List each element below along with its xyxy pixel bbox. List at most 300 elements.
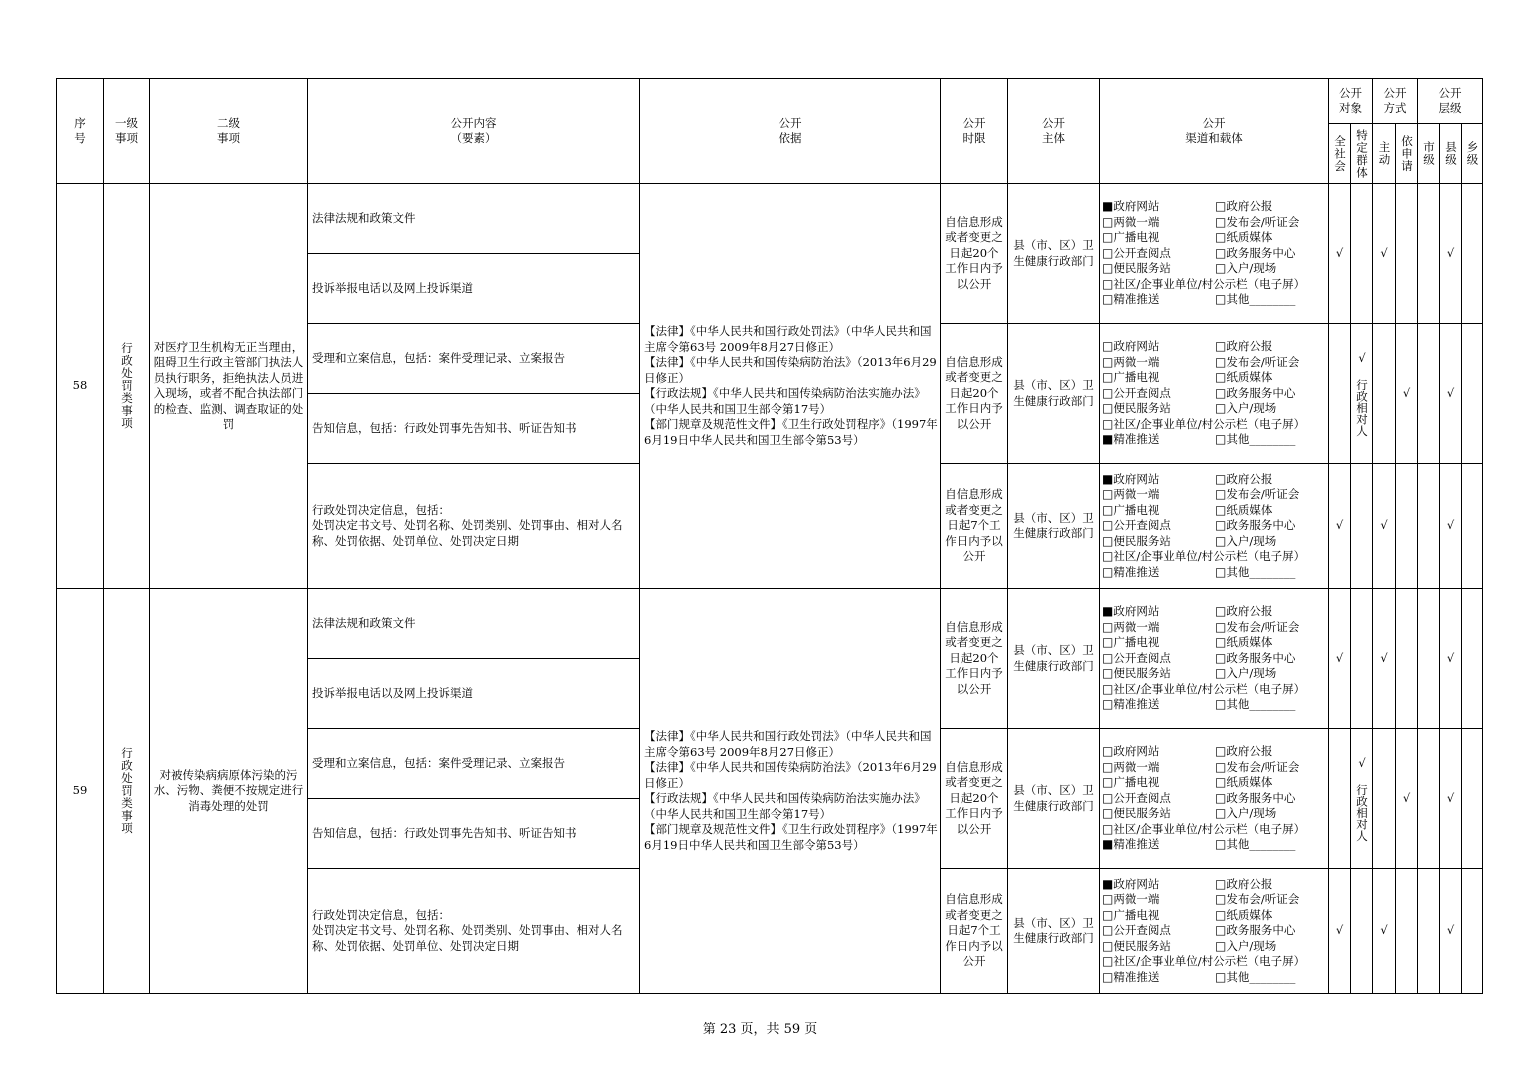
disclosure-table bbox=[56, 78, 1483, 994]
channel-option bbox=[1215, 806, 1276, 822]
checkbox-icon: □ bbox=[1215, 759, 1227, 774]
basis-cell bbox=[640, 184, 941, 589]
channel-option bbox=[1102, 215, 1215, 231]
basis-tag: 【部门规章及规范性文件】 bbox=[644, 417, 782, 431]
content-cell: 受理和立案信息，包括：案件受理记录、立案报告 bbox=[308, 729, 640, 799]
checkbox-icon: □ bbox=[1215, 806, 1227, 821]
basis-cell bbox=[640, 589, 941, 994]
channel-option bbox=[1215, 339, 1272, 355]
channel-option bbox=[1215, 923, 1295, 939]
basis-tag: 【部门规章及规范性文件】 bbox=[644, 822, 782, 836]
basis-entry bbox=[644, 355, 938, 386]
channel-option bbox=[1215, 791, 1295, 807]
mark-active: √ bbox=[1380, 245, 1388, 260]
channel-option-push bbox=[1102, 292, 1215, 308]
channel-row bbox=[1102, 651, 1326, 667]
checkbox-icon: □ bbox=[1102, 549, 1114, 564]
channel-option-community bbox=[1102, 682, 1326, 698]
channel-option bbox=[1215, 487, 1299, 503]
channel-label: 政务服务中心 bbox=[1226, 518, 1296, 533]
channel-option bbox=[1102, 246, 1215, 262]
channel-label: 便民服务站 bbox=[1113, 401, 1171, 416]
mark-county: √ bbox=[1446, 518, 1455, 533]
channel-label: 政府网站 bbox=[1113, 339, 1160, 354]
content-cell: 告知信息，包括：行政处罚事先告知书、听证告知书 bbox=[308, 394, 640, 464]
publish-subject: 县（市、区）卫生健康行政部门 bbox=[1013, 238, 1094, 268]
channel-label: 发布会/听证会 bbox=[1226, 892, 1300, 907]
channel-option bbox=[1102, 635, 1215, 651]
time-limit: 自信息形成或者变更之日起20个工作日内予以公开 bbox=[945, 354, 1003, 431]
channel-label: 便民服务站 bbox=[1113, 806, 1171, 821]
channel-option bbox=[1215, 892, 1299, 908]
header-level: 公开 层级 bbox=[1418, 79, 1483, 124]
checkbox-icon: □ bbox=[1102, 923, 1114, 938]
basis-tag: 【法律】 bbox=[644, 760, 690, 774]
channel-label: 社区/企事业单位/村公示栏（电子屏） bbox=[1113, 416, 1306, 431]
channel-option bbox=[1215, 604, 1272, 620]
channel-row bbox=[1102, 487, 1326, 503]
channel-row bbox=[1102, 534, 1326, 550]
checkbox-icon: □ bbox=[1102, 821, 1114, 836]
header-method-request: 依申请 bbox=[1400, 134, 1414, 173]
checkbox-icon: □ bbox=[1215, 199, 1227, 214]
channel-label: 社区/企事业单位/村公示栏（电子屏） bbox=[1113, 954, 1306, 969]
checkbox-icon: □ bbox=[1102, 401, 1114, 416]
channel-row bbox=[1102, 908, 1326, 924]
checkbox-icon: □ bbox=[1215, 775, 1227, 790]
channel-option-community bbox=[1102, 822, 1326, 838]
checkbox-icon: □ bbox=[1215, 385, 1227, 400]
channel-option bbox=[1102, 472, 1215, 488]
header-method: 公开 方式 bbox=[1373, 79, 1418, 124]
channel-label: 公开查阅点 bbox=[1113, 650, 1171, 665]
channel-label: 政府公报 bbox=[1226, 604, 1273, 619]
basis-text: 《中华人民共和国传染病防治法实施办法》（中华人民共和国卫生部令第17号） bbox=[644, 386, 926, 416]
channel-option bbox=[1215, 401, 1276, 417]
channel-option bbox=[1102, 877, 1215, 893]
channel-label: 其他 bbox=[1226, 432, 1250, 447]
time-limit: 自信息形成或者变更之日起7个工作日内予以公开 bbox=[945, 892, 1003, 969]
channel-label: 入户/现场 bbox=[1226, 938, 1277, 953]
channel-cell bbox=[1100, 184, 1329, 324]
channel-label: 便民服务站 bbox=[1113, 666, 1171, 681]
channel-option-other bbox=[1215, 837, 1295, 853]
checkbox-icon: □ bbox=[1102, 666, 1114, 681]
header-target-specific: 特定群体 bbox=[1355, 128, 1369, 179]
mark-active: √ bbox=[1380, 518, 1388, 533]
channel-label: 其他 bbox=[1226, 292, 1250, 307]
checkbox-icon: □ bbox=[1215, 744, 1227, 759]
channel-option-push bbox=[1102, 970, 1215, 986]
checkbox-icon: □ bbox=[1215, 533, 1227, 548]
channel-option bbox=[1215, 230, 1272, 246]
channel-row bbox=[1102, 339, 1326, 355]
basis-text: 《中华人民共和国传染病防治法》（2013年6月29日修正） bbox=[644, 355, 937, 385]
channel-label: 发布会/听证会 bbox=[1226, 759, 1300, 774]
checkbox-icon: □ bbox=[1102, 969, 1114, 984]
basis-text: 《卫生行政处罚程序》（1997年6月19日中华人民共和国卫生部令第53号） bbox=[644, 822, 938, 852]
basis-tag: 【行政法规】 bbox=[644, 791, 713, 805]
channel-cell bbox=[1100, 464, 1329, 589]
channel-label: 纸质媒体 bbox=[1226, 230, 1273, 245]
channel-label: 纸质媒体 bbox=[1226, 502, 1273, 517]
channel-label: 政府网站 bbox=[1113, 876, 1160, 891]
checkbox-icon: □ bbox=[1102, 697, 1114, 712]
channel-label: 入户/现场 bbox=[1226, 261, 1277, 276]
channel-option bbox=[1215, 666, 1276, 682]
checkbox-icon: ■ bbox=[1102, 837, 1114, 852]
channel-label: 公开查阅点 bbox=[1113, 518, 1171, 533]
checkbox-icon: □ bbox=[1215, 401, 1227, 416]
channel-row bbox=[1102, 503, 1326, 519]
time-limit: 自信息形成或者变更之日起7个工作日内予以公开 bbox=[945, 487, 1003, 564]
channel-option-push bbox=[1102, 565, 1215, 581]
header-method-active: 主动 bbox=[1377, 141, 1392, 166]
checkbox-icon: □ bbox=[1102, 370, 1114, 385]
channel-label: 发布会/听证会 bbox=[1226, 487, 1300, 502]
checkbox-icon: □ bbox=[1102, 619, 1114, 634]
checkbox-icon: □ bbox=[1215, 370, 1227, 385]
basis-entry bbox=[644, 386, 938, 417]
channel-label: 政府公报 bbox=[1226, 471, 1273, 486]
channel-row bbox=[1102, 620, 1326, 636]
header-level1: 一级 事项 bbox=[104, 79, 150, 184]
channel-label: 政务服务中心 bbox=[1226, 923, 1296, 938]
item-level2: 对医疗卫生机构无正当理由，阻碍卫生行政主管部门执法人员执行职务，拒绝执法人员进入现场，或者不配合执法部门的检查、监测、调查取证的处罚 bbox=[153, 339, 304, 431]
item-level1: 行政处罚类事项 bbox=[120, 342, 134, 430]
channel-option bbox=[1215, 370, 1272, 386]
table-row bbox=[57, 184, 1483, 254]
basis-entry bbox=[644, 417, 938, 448]
item-seq: 58 bbox=[57, 184, 104, 589]
mark-request: √ bbox=[1402, 790, 1411, 805]
channel-label: 政府网站 bbox=[1113, 604, 1160, 619]
channel-label: 公开查阅点 bbox=[1113, 923, 1171, 938]
channel-cell bbox=[1100, 869, 1329, 994]
basis-tag: 【法律】 bbox=[644, 355, 690, 369]
channel-option bbox=[1102, 651, 1215, 667]
checkbox-icon: ■ bbox=[1102, 876, 1114, 891]
channel-label: 两微一端 bbox=[1113, 759, 1160, 774]
mark-active: √ bbox=[1380, 650, 1388, 665]
checkbox-icon: □ bbox=[1215, 666, 1227, 681]
checkbox-icon: □ bbox=[1215, 650, 1227, 665]
checkbox-icon: □ bbox=[1102, 759, 1114, 774]
channel-option bbox=[1215, 775, 1272, 791]
channel-label: 广播电视 bbox=[1113, 775, 1160, 790]
channel-cell bbox=[1100, 729, 1329, 869]
channel-label: 政府网站 bbox=[1113, 744, 1160, 759]
publish-subject: 县（市、区）卫生健康行政部门 bbox=[1013, 643, 1094, 673]
checkbox-icon: □ bbox=[1215, 635, 1227, 650]
channel-option-community bbox=[1102, 954, 1326, 970]
checkbox-icon: □ bbox=[1102, 354, 1114, 369]
checkbox-icon: □ bbox=[1102, 276, 1114, 291]
channel-label: 纸质媒体 bbox=[1226, 370, 1273, 385]
channel-option bbox=[1102, 503, 1215, 519]
checkbox-icon: □ bbox=[1102, 533, 1114, 548]
basis-tag: 【行政法规】 bbox=[644, 386, 713, 400]
channel-row bbox=[1102, 775, 1326, 791]
header-basis: 公开 依据 bbox=[640, 79, 941, 184]
mark-specific: √ 行政相对人 bbox=[1355, 350, 1369, 437]
publish-subject: 县（市、区）卫生健康行政部门 bbox=[1013, 783, 1094, 813]
checkbox-icon: □ bbox=[1102, 744, 1114, 759]
table-row bbox=[57, 589, 1483, 659]
checkbox-icon: □ bbox=[1215, 837, 1227, 852]
channel-row bbox=[1102, 386, 1326, 402]
channel-label: 社区/企事业单位/村公示栏（电子屏） bbox=[1113, 276, 1306, 291]
channel-row bbox=[1102, 604, 1326, 620]
channel-option bbox=[1102, 923, 1215, 939]
channel-option bbox=[1102, 230, 1215, 246]
channel-option bbox=[1215, 503, 1272, 519]
checkbox-icon: □ bbox=[1215, 790, 1227, 805]
header-content: 公开内容 （要素） bbox=[308, 79, 640, 184]
blank-line: ________ bbox=[1249, 969, 1296, 984]
mark-county: √ bbox=[1446, 923, 1455, 938]
channel-option bbox=[1102, 261, 1215, 277]
content-cell: 受理和立案信息，包括：案件受理记录、立案报告 bbox=[308, 324, 640, 394]
channel-row bbox=[1102, 744, 1326, 760]
header-channel: 公开 渠道和载体 bbox=[1100, 79, 1329, 184]
header-seq: 序 号 bbox=[57, 79, 104, 184]
channel-label: 公开查阅点 bbox=[1113, 385, 1171, 400]
header-level-city: 市级 bbox=[1422, 141, 1436, 166]
channel-option bbox=[1102, 604, 1215, 620]
channel-row bbox=[1102, 806, 1326, 822]
channel-row bbox=[1102, 877, 1326, 893]
content-cell: 投诉举报电话以及网上投诉渠道 bbox=[308, 254, 640, 324]
channel-label: 政府公报 bbox=[1226, 339, 1273, 354]
channel-label: 精准推送 bbox=[1113, 564, 1160, 579]
checkbox-icon: □ bbox=[1102, 385, 1114, 400]
checkbox-icon: □ bbox=[1102, 487, 1114, 502]
channel-option bbox=[1102, 744, 1215, 760]
checkbox-icon: □ bbox=[1102, 292, 1114, 307]
header-target: 公开 对象 bbox=[1329, 79, 1373, 124]
checkbox-icon: □ bbox=[1102, 938, 1114, 953]
checkbox-icon: □ bbox=[1102, 806, 1114, 821]
channel-row bbox=[1102, 923, 1326, 939]
checkbox-icon: □ bbox=[1102, 892, 1114, 907]
channel-option bbox=[1215, 760, 1299, 776]
channel-row bbox=[1102, 760, 1326, 776]
mark-all: √ bbox=[1335, 923, 1344, 938]
basis-entry bbox=[644, 324, 938, 355]
channel-option bbox=[1102, 939, 1215, 955]
channel-option bbox=[1215, 877, 1272, 893]
checkbox-icon: □ bbox=[1102, 416, 1114, 431]
blank-line: ________ bbox=[1249, 292, 1296, 307]
checkbox-icon: □ bbox=[1102, 650, 1114, 665]
channel-row bbox=[1102, 370, 1326, 386]
channel-label: 公开查阅点 bbox=[1113, 245, 1171, 260]
checkbox-icon: ■ bbox=[1102, 432, 1114, 447]
checkbox-icon: □ bbox=[1102, 681, 1114, 696]
channel-row bbox=[1102, 230, 1326, 246]
channel-cell bbox=[1100, 324, 1329, 464]
channel-row bbox=[1102, 970, 1326, 986]
mark-county: √ bbox=[1446, 790, 1455, 805]
time-limit: 自信息形成或者变更之日起20个工作日内予以公开 bbox=[945, 619, 1003, 696]
channel-row bbox=[1102, 635, 1326, 651]
channel-label: 便民服务站 bbox=[1113, 938, 1171, 953]
channel-label: 精准推送 bbox=[1113, 697, 1160, 712]
channel-label: 精准推送 bbox=[1113, 432, 1160, 447]
content-cell: 行政处罚决定信息，包括： 处罚决定书文号、处罚名称、处罚类别、处罚事由、相对人名称、处罚依据、处罚单位、处罚决定日期 bbox=[308, 464, 640, 589]
checkbox-icon: □ bbox=[1215, 487, 1227, 502]
channel-option-push bbox=[1102, 697, 1215, 713]
channel-label: 其他 bbox=[1226, 837, 1250, 852]
channel-label: 纸质媒体 bbox=[1226, 907, 1273, 922]
channel-row bbox=[1102, 939, 1326, 955]
channel-option bbox=[1215, 386, 1295, 402]
channel-option bbox=[1215, 534, 1276, 550]
channel-option bbox=[1102, 386, 1215, 402]
channel-option bbox=[1102, 908, 1215, 924]
channel-label: 纸质媒体 bbox=[1226, 775, 1273, 790]
channel-option-other bbox=[1215, 565, 1295, 581]
channel-row bbox=[1102, 261, 1326, 277]
checkbox-icon: ■ bbox=[1102, 471, 1114, 486]
content-cell: 行政处罚决定信息，包括： 处罚决定书文号、处罚名称、处罚类别、处罚事由、相对人名称、处罚依据、处罚单位、处罚决定日期 bbox=[308, 869, 640, 994]
channel-label: 公开查阅点 bbox=[1113, 790, 1171, 805]
header-subject: 公开 主体 bbox=[1008, 79, 1100, 184]
channel-row bbox=[1102, 246, 1326, 262]
channel-label: 广播电视 bbox=[1113, 370, 1160, 385]
channel-option bbox=[1102, 775, 1215, 791]
mark-active: √ bbox=[1380, 923, 1388, 938]
channel-option bbox=[1102, 370, 1215, 386]
channel-row bbox=[1102, 666, 1326, 682]
channel-option-other bbox=[1215, 697, 1295, 713]
basis-text: 《中华人民共和国传染病防治法实施办法》（中华人民共和国卫生部令第17号） bbox=[644, 791, 926, 821]
channel-label: 社区/企事业单位/村公示栏（电子屏） bbox=[1113, 549, 1306, 564]
checkbox-icon: □ bbox=[1215, 292, 1227, 307]
channel-label: 广播电视 bbox=[1113, 907, 1160, 922]
channel-label: 精准推送 bbox=[1113, 969, 1160, 984]
checkbox-icon: □ bbox=[1215, 518, 1227, 533]
channel-row bbox=[1102, 292, 1326, 308]
checkbox-icon: □ bbox=[1215, 892, 1227, 907]
checkbox-icon: □ bbox=[1102, 775, 1114, 790]
channel-label: 两微一端 bbox=[1113, 487, 1160, 502]
channel-option-other bbox=[1215, 432, 1295, 448]
item-level1: 行政处罚类事项 bbox=[120, 747, 134, 835]
channel-row bbox=[1102, 518, 1326, 534]
blank-line: ________ bbox=[1249, 837, 1296, 852]
channel-label: 政务服务中心 bbox=[1226, 245, 1296, 260]
channel-option bbox=[1102, 791, 1215, 807]
checkbox-icon: □ bbox=[1102, 261, 1114, 276]
channel-label: 政务服务中心 bbox=[1226, 385, 1296, 400]
channel-option bbox=[1102, 339, 1215, 355]
header-level-county: 县级 bbox=[1444, 141, 1458, 166]
channel-row bbox=[1102, 432, 1326, 448]
channel-option bbox=[1102, 620, 1215, 636]
channel-option-push bbox=[1102, 837, 1215, 853]
blank-line: ________ bbox=[1249, 432, 1296, 447]
channel-option bbox=[1102, 760, 1215, 776]
channel-option bbox=[1102, 199, 1215, 215]
channel-label: 发布会/听证会 bbox=[1226, 354, 1300, 369]
channel-row bbox=[1102, 791, 1326, 807]
publish-subject: 县（市、区）卫生健康行政部门 bbox=[1013, 510, 1094, 540]
channel-option bbox=[1215, 199, 1272, 215]
channel-label: 精准推送 bbox=[1113, 837, 1160, 852]
channel-option bbox=[1215, 651, 1295, 667]
channel-label: 入户/现场 bbox=[1226, 806, 1277, 821]
channel-option-push bbox=[1102, 432, 1215, 448]
channel-row bbox=[1102, 199, 1326, 215]
channel-label: 两微一端 bbox=[1113, 619, 1160, 634]
basis-entry bbox=[644, 729, 938, 760]
checkbox-icon: □ bbox=[1102, 954, 1114, 969]
mark-all: √ bbox=[1335, 245, 1344, 260]
channel-option bbox=[1102, 892, 1215, 908]
channel-option bbox=[1215, 518, 1295, 534]
checkbox-icon: □ bbox=[1215, 354, 1227, 369]
channel-option bbox=[1102, 355, 1215, 371]
channel-label: 政府网站 bbox=[1113, 471, 1160, 486]
checkbox-icon: □ bbox=[1215, 564, 1227, 579]
checkbox-icon: □ bbox=[1102, 214, 1114, 229]
channel-label: 其他 bbox=[1226, 969, 1250, 984]
channel-label: 两微一端 bbox=[1113, 214, 1160, 229]
mark-county: √ bbox=[1446, 385, 1455, 400]
checkbox-icon: □ bbox=[1102, 564, 1114, 579]
mark-county: √ bbox=[1446, 650, 1455, 665]
checkbox-icon: □ bbox=[1215, 619, 1227, 634]
content-cell: 法律法规和政策文件 bbox=[308, 184, 640, 254]
checkbox-icon: □ bbox=[1215, 907, 1227, 922]
content-cell: 法律法规和政策文件 bbox=[308, 589, 640, 659]
channel-label: 政务服务中心 bbox=[1226, 790, 1296, 805]
checkbox-icon: □ bbox=[1102, 230, 1114, 245]
channel-option-community bbox=[1102, 277, 1326, 293]
channel-row bbox=[1102, 215, 1326, 231]
channel-label: 政府公报 bbox=[1226, 744, 1273, 759]
basis-text: 《中华人民共和国传染病防治法》（2013年6月29日修正） bbox=[644, 760, 937, 790]
checkbox-icon: ■ bbox=[1102, 604, 1114, 619]
checkbox-icon: □ bbox=[1215, 245, 1227, 260]
checkbox-icon: □ bbox=[1215, 502, 1227, 517]
mark-all: √ bbox=[1335, 650, 1344, 665]
channel-row bbox=[1102, 697, 1326, 713]
channel-row bbox=[1102, 837, 1326, 853]
channel-option bbox=[1102, 666, 1215, 682]
mark-specific: √ 行政相对人 bbox=[1355, 755, 1369, 842]
channel-label: 广播电视 bbox=[1113, 230, 1160, 245]
basis-entry bbox=[644, 822, 938, 853]
checkbox-icon: □ bbox=[1215, 214, 1227, 229]
channel-label: 精准推送 bbox=[1113, 292, 1160, 307]
basis-text: 《中华人民共和国行政处罚法》（中华人民共和国主席令第63号 2009年8月27日修正） bbox=[644, 324, 932, 354]
channel-option-other bbox=[1215, 970, 1295, 986]
channel-label: 入户/现场 bbox=[1226, 533, 1277, 548]
channel-option bbox=[1215, 908, 1272, 924]
channel-row bbox=[1102, 401, 1326, 417]
checkbox-icon: □ bbox=[1102, 790, 1114, 805]
channel-label: 其他 bbox=[1226, 697, 1250, 712]
checkbox-icon: □ bbox=[1215, 876, 1227, 891]
basis-text: 《中华人民共和国行政处罚法》（中华人民共和国主席令第63号 2009年8月27日修正） bbox=[644, 729, 932, 759]
channel-label: 两微一端 bbox=[1113, 892, 1160, 907]
mark-all: √ bbox=[1335, 518, 1344, 533]
checkbox-icon: □ bbox=[1215, 969, 1227, 984]
channel-option bbox=[1102, 534, 1215, 550]
